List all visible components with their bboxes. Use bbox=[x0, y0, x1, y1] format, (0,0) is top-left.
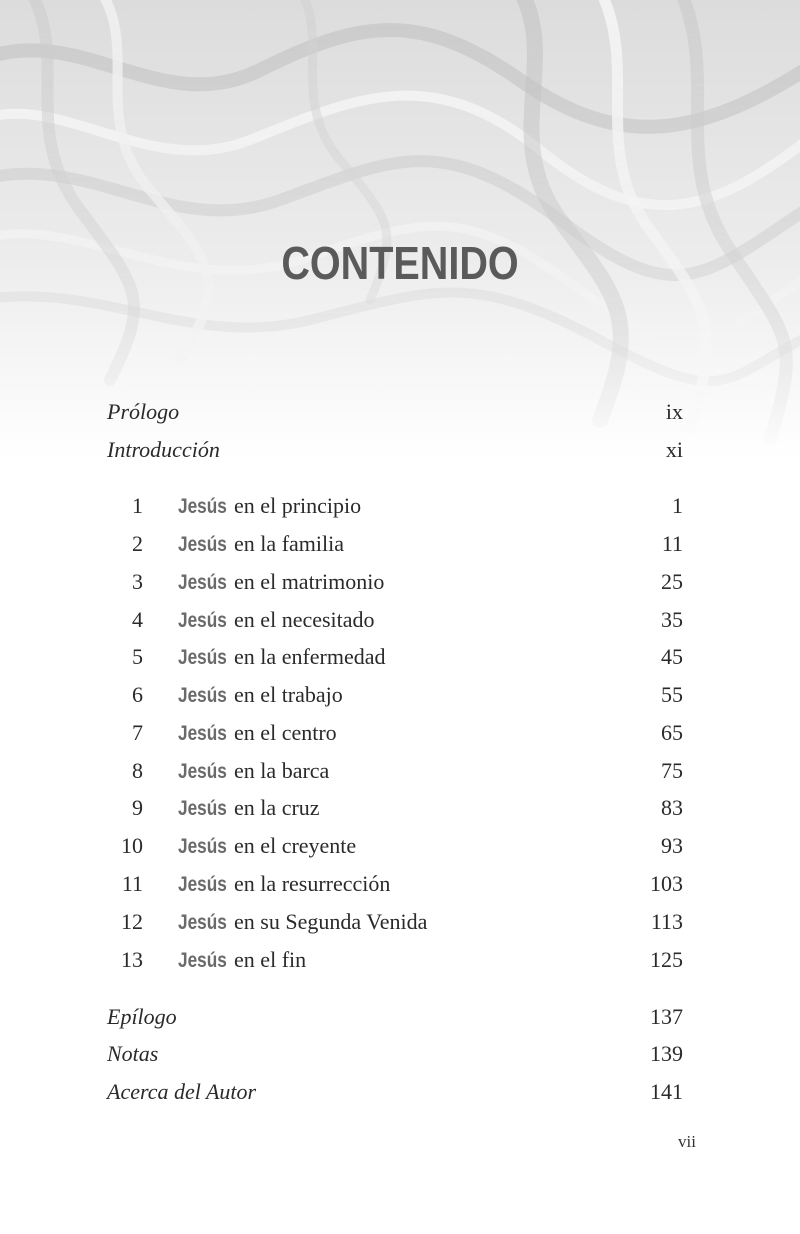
entry-page-number: 137 bbox=[650, 1004, 683, 1029]
chapter-number: 2 bbox=[132, 531, 143, 556]
toc-entry-introduccion[interactable] bbox=[0, 433, 800, 467]
chapter-title-text: en la familia bbox=[234, 531, 344, 556]
entry-label: Prólogo bbox=[107, 399, 180, 424]
chapter-page-number: 83 bbox=[661, 795, 683, 820]
entry-page-number: ix bbox=[665, 399, 683, 424]
toc-chapter-3[interactable] bbox=[0, 565, 800, 599]
chapter-title-text: en el necesitado bbox=[234, 607, 375, 632]
entry-page-number: 141 bbox=[650, 1079, 683, 1104]
toc-chapter-8[interactable] bbox=[0, 754, 800, 788]
chapter-title bbox=[178, 489, 361, 524]
chapter-title bbox=[178, 829, 356, 864]
chapter-prefix: Jesús bbox=[178, 722, 227, 745]
chapter-title bbox=[178, 791, 320, 826]
chapter-title bbox=[178, 943, 306, 978]
toc-chapter-2[interactable] bbox=[0, 527, 800, 561]
chapter-number: 13 bbox=[121, 947, 143, 972]
chapter-title bbox=[178, 603, 375, 638]
chapter-title-text: en el creyente bbox=[234, 833, 357, 858]
chapter-title-text: en el matrimonio bbox=[234, 569, 385, 594]
toc-chapter-13[interactable] bbox=[0, 943, 800, 977]
chapter-number: 6 bbox=[132, 682, 143, 707]
chapter-page-number: 93 bbox=[661, 833, 683, 858]
toc-chapter-6[interactable] bbox=[0, 678, 800, 712]
entry-label: Epílogo bbox=[107, 1004, 177, 1029]
chapter-title bbox=[178, 565, 384, 600]
toc-chapter-9[interactable] bbox=[0, 791, 800, 825]
chapter-number: 10 bbox=[121, 833, 143, 858]
chapter-title-text: en la barca bbox=[234, 758, 330, 783]
chapter-prefix: Jesús bbox=[178, 797, 227, 820]
marble-background bbox=[0, 0, 800, 460]
chapter-prefix: Jesús bbox=[178, 609, 227, 632]
chapter-number: 5 bbox=[132, 644, 143, 669]
chapter-title-text: en su Segunda Venida bbox=[234, 909, 428, 934]
chapter-page-number: 75 bbox=[661, 758, 683, 783]
chapter-page-number: 103 bbox=[650, 871, 683, 896]
chapter-page-number: 1 bbox=[672, 493, 683, 518]
chapter-prefix: Jesús bbox=[178, 835, 227, 858]
chapter-prefix: Jesús bbox=[178, 760, 227, 783]
chapter-title-text: en el trabajo bbox=[234, 682, 343, 707]
chapter-prefix: Jesús bbox=[178, 533, 227, 556]
toc-chapter-5[interactable] bbox=[0, 640, 800, 674]
chapter-page-number: 65 bbox=[661, 720, 683, 745]
toc-chapter-11[interactable] bbox=[0, 867, 800, 901]
chapter-title bbox=[178, 867, 390, 902]
chapter-page-number: 55 bbox=[661, 682, 683, 707]
chapter-number: 8 bbox=[132, 758, 143, 783]
chapter-number: 9 bbox=[132, 795, 143, 820]
chapter-title-text: en la cruz bbox=[234, 795, 320, 820]
toc-entry-epilogo[interactable] bbox=[0, 1000, 800, 1034]
entry-label: Acerca del Autor bbox=[107, 1079, 257, 1104]
toc-entry-prologo[interactable] bbox=[0, 395, 800, 429]
entry-label: Notas bbox=[107, 1041, 159, 1066]
chapter-title bbox=[178, 527, 344, 562]
toc-chapter-7[interactable] bbox=[0, 716, 800, 750]
chapter-page-number: 11 bbox=[661, 531, 683, 556]
toc-entry-acerca-del-autor[interactable] bbox=[0, 1075, 800, 1109]
chapter-title bbox=[178, 754, 329, 789]
chapter-title-text: en la resurrección bbox=[234, 871, 391, 896]
toc-chapter-1[interactable] bbox=[0, 489, 800, 523]
chapter-prefix: Jesús bbox=[178, 646, 227, 669]
chapter-title bbox=[178, 678, 343, 713]
chapter-number: 7 bbox=[132, 720, 143, 745]
chapter-prefix: Jesús bbox=[178, 911, 227, 934]
chapter-number: 3 bbox=[132, 569, 143, 594]
chapter-page-number: 35 bbox=[661, 607, 683, 632]
chapter-page-number: 25 bbox=[661, 569, 683, 594]
page-folio: vii bbox=[678, 1132, 696, 1151]
chapter-number: 11 bbox=[121, 871, 143, 896]
chapter-prefix: Jesús bbox=[178, 949, 227, 972]
chapter-prefix: Jesús bbox=[178, 495, 227, 518]
chapter-page-number: 113 bbox=[650, 909, 683, 934]
page-title: CONTENIDO bbox=[281, 237, 519, 289]
toc-chapter-12[interactable] bbox=[0, 905, 800, 939]
toc-chapter-4[interactable] bbox=[0, 603, 800, 637]
chapter-title bbox=[178, 640, 386, 675]
chapter-title-text: en el centro bbox=[234, 720, 337, 745]
chapter-page-number: 45 bbox=[661, 644, 683, 669]
toc-chapter-10[interactable] bbox=[0, 829, 800, 863]
chapter-number: 12 bbox=[121, 909, 143, 934]
chapter-title-text: en el fin bbox=[234, 947, 307, 972]
chapter-page-number: 125 bbox=[650, 947, 683, 972]
chapter-prefix: Jesús bbox=[178, 571, 227, 594]
entry-page-number: xi bbox=[665, 437, 683, 462]
chapter-number: 4 bbox=[132, 607, 143, 632]
chapter-title bbox=[178, 905, 427, 940]
chapter-title bbox=[178, 716, 337, 751]
chapter-number: 1 bbox=[132, 493, 143, 518]
chapter-prefix: Jesús bbox=[178, 684, 227, 707]
toc-entry-notas[interactable] bbox=[0, 1037, 800, 1071]
chapter-title-text: en el principio bbox=[234, 493, 362, 518]
chapter-title-text: en la enfermedad bbox=[234, 644, 386, 669]
chapter-prefix: Jesús bbox=[178, 873, 227, 896]
entry-label: Introducción bbox=[107, 437, 220, 462]
entry-page-number: 139 bbox=[650, 1041, 683, 1066]
